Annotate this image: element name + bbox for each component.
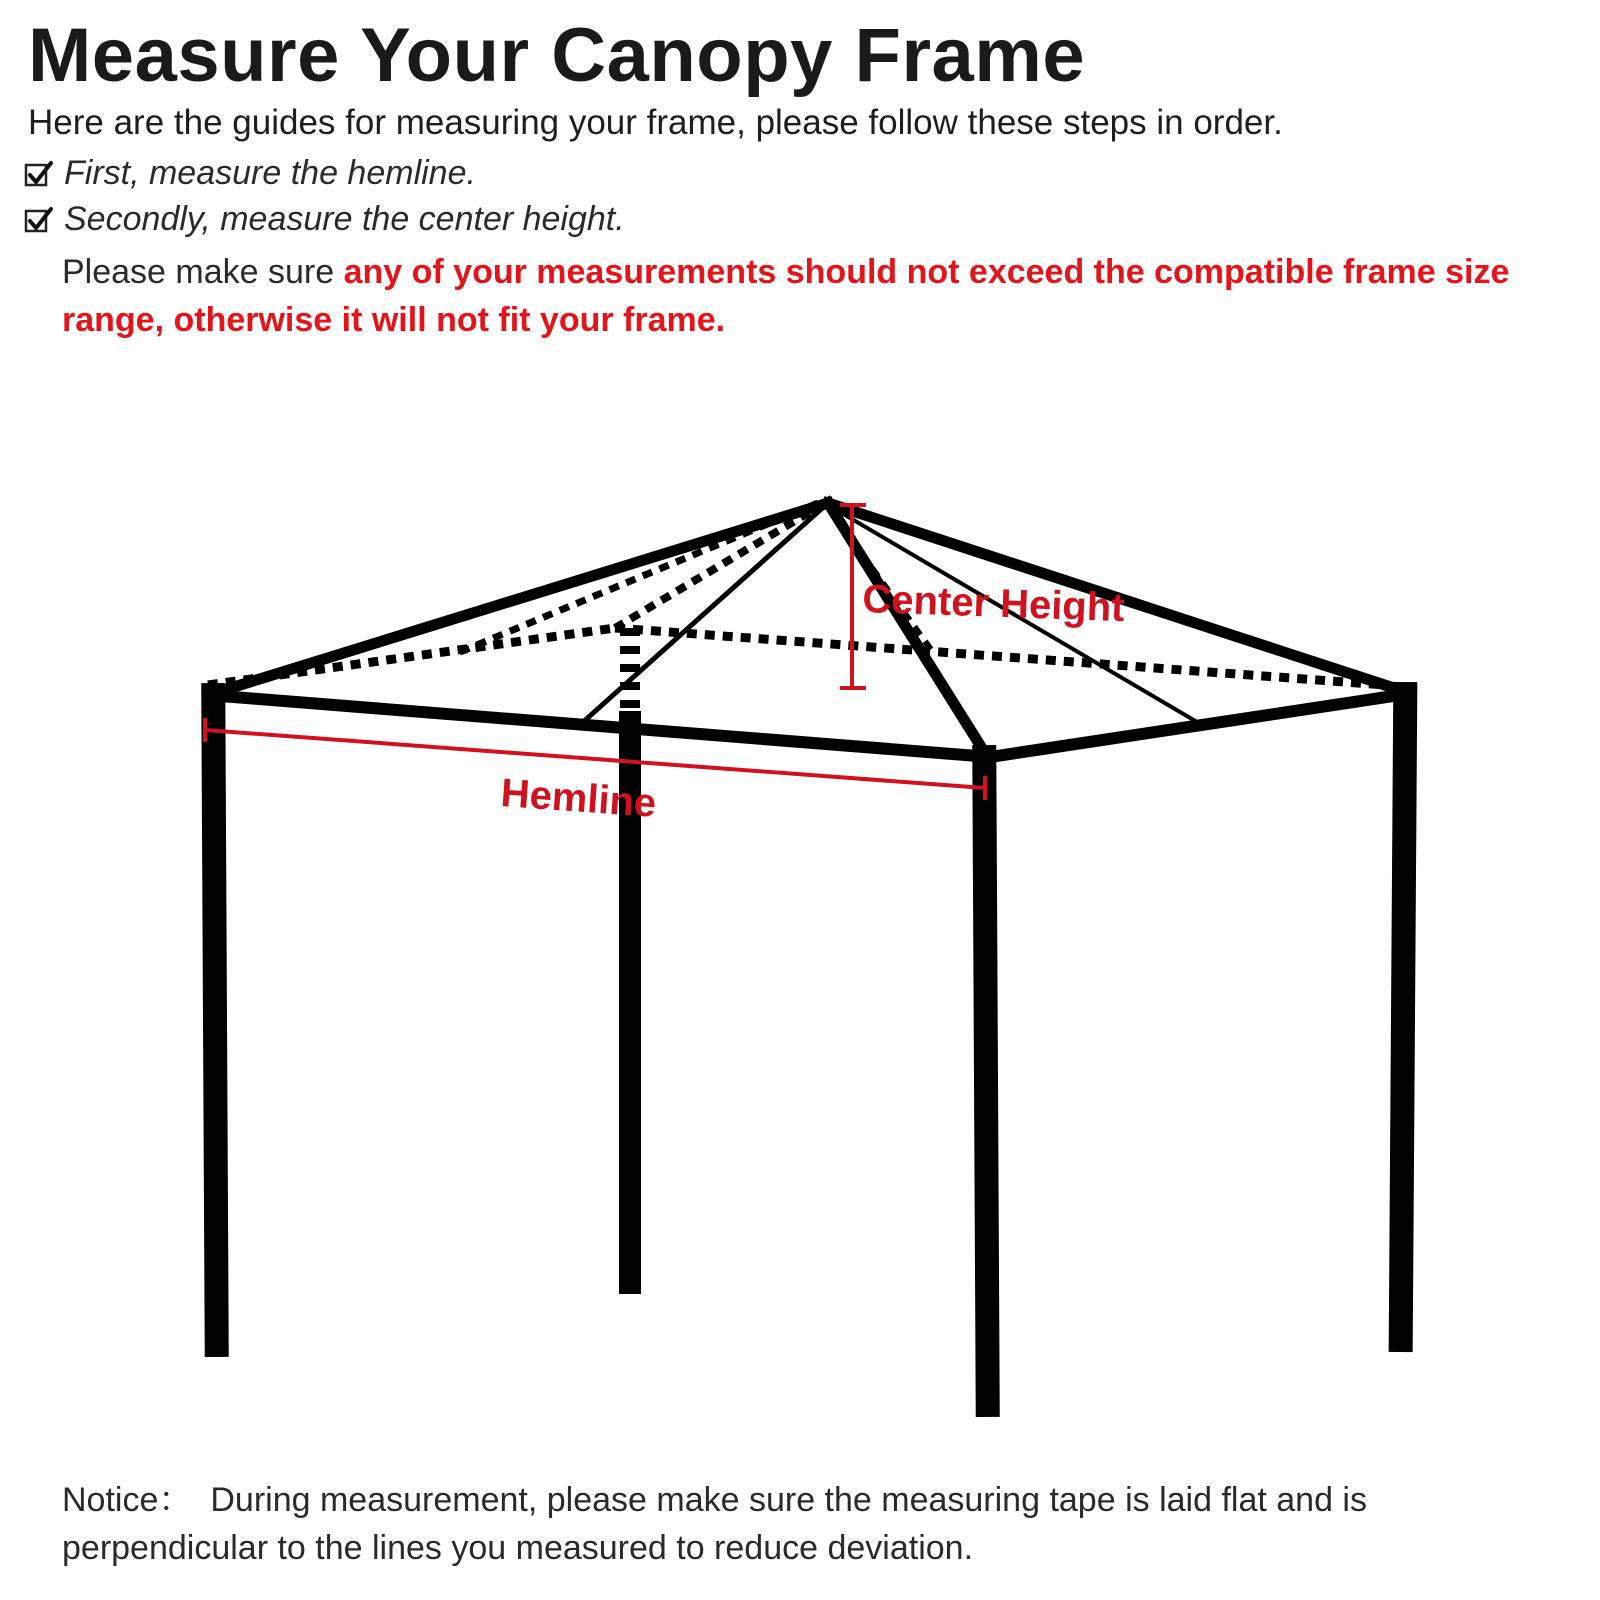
hemline-label: Hemline	[499, 771, 658, 826]
warning-highlight: any of your measurements should not exceed the compatible frame size range, otherwise it will not fit your frame.	[62, 253, 1510, 339]
intro-text: Here are the guides for measuring your frame, please follow these steps in order.	[28, 103, 1283, 142]
hidden-frame-lines	[208, 503, 1385, 722]
page-title: Measure Your Canopy Frame	[28, 13, 1086, 98]
left-front-eave	[208, 695, 990, 757]
step-text: Secondly, measure the center height.	[64, 200, 625, 238]
back-rafter-dotted	[615, 503, 825, 628]
right-front-eave	[990, 695, 1400, 757]
visible-frame	[208, 503, 1405, 1405]
back-right-eave-dotted	[615, 628, 1385, 685]
notice	[62, 1476, 1542, 1572]
notice-text: During measurement, please make sure the measuring tape is laid flat and is perpendicular to the lines you measured to reduce deviation.	[62, 1481, 1367, 1567]
step-text: First, measure the hemline.	[64, 154, 476, 192]
left-roof-ridge	[208, 503, 828, 695]
notice-label: Notice：	[62, 1481, 193, 1519]
front-left-pole	[213, 695, 216, 1345]
front-pole	[984, 757, 987, 1405]
center-height-label: Center Height	[861, 577, 1126, 631]
right-pole	[1401, 694, 1406, 1340]
warning-prefix: Please make sure	[62, 253, 344, 291]
measurement-markers	[205, 505, 985, 800]
